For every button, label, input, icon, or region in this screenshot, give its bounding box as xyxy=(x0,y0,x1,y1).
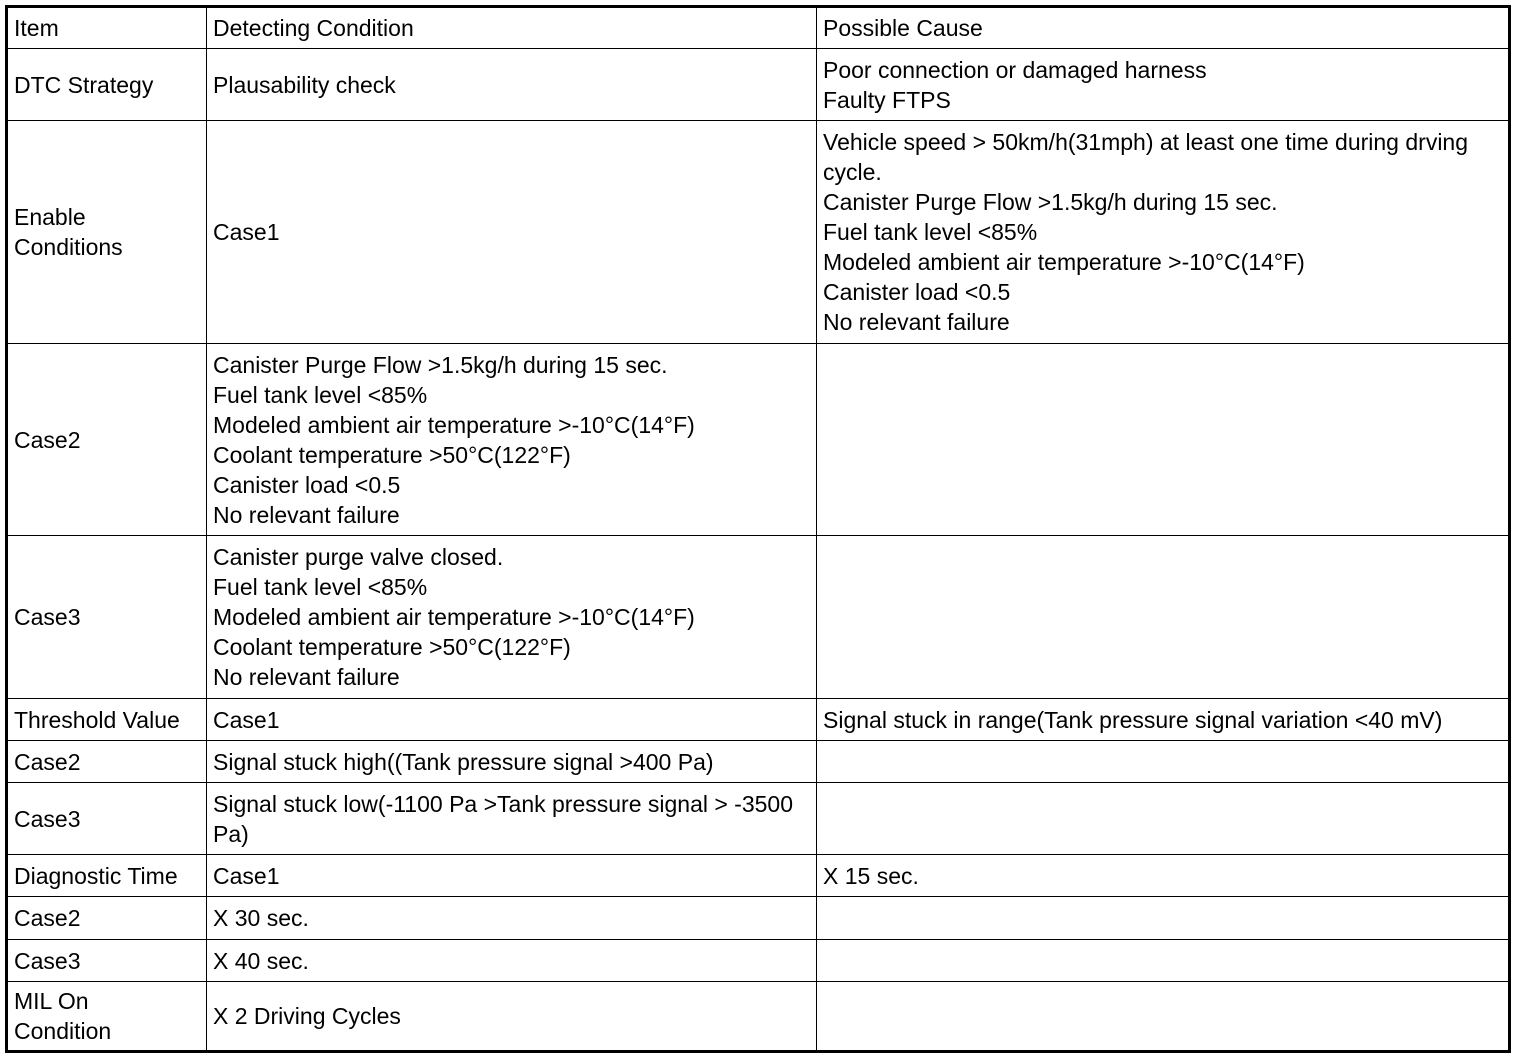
header-item: Item xyxy=(7,7,207,49)
detecting-condition-cell xyxy=(207,897,817,940)
cell-line: Canister purge valve closed. xyxy=(213,544,504,570)
table-row xyxy=(7,536,1510,699)
table-row xyxy=(7,982,1510,1052)
possible-cause-cell xyxy=(817,699,1510,741)
detecting-condition-cell xyxy=(207,940,817,982)
cell-line: No relevant failure xyxy=(213,501,400,528)
detecting-condition-cell xyxy=(207,344,817,536)
table-row xyxy=(7,897,1510,940)
detecting-condition-cell xyxy=(207,783,817,855)
possible-cause-cell xyxy=(817,855,1510,897)
possible-cause-cell xyxy=(817,741,1510,783)
detecting-condition-cell xyxy=(207,982,817,1052)
cell-line: Enable xyxy=(14,204,86,230)
cell-line: Fuel tank level <85% xyxy=(213,381,428,408)
item-cell xyxy=(7,855,207,897)
cell-line: X 30 sec. xyxy=(213,905,309,931)
possible-cause-cell xyxy=(817,536,1510,699)
possible-cause-cell xyxy=(817,982,1510,1052)
cell-line: Coolant temperature >50°C(122°F) xyxy=(213,441,571,468)
cell-line: Canister Purge Flow >1.5kg/h during 15 sec. xyxy=(213,351,668,378)
cell-line: Vehicle speed > 50km/h(31mph) at least one time during drving cycle. xyxy=(823,129,1469,185)
cell-line: No relevant failure xyxy=(213,664,400,690)
item-cell xyxy=(7,940,207,982)
cell-line: Case3 xyxy=(14,947,81,974)
possible-cause-cell xyxy=(817,344,1510,536)
table-row xyxy=(7,940,1510,982)
table-row xyxy=(7,344,1510,536)
cell-line: X 40 sec. xyxy=(213,947,309,974)
cell-line: Coolant temperature >50°C(122°F) xyxy=(213,634,571,660)
cell-line: Condition xyxy=(14,1018,112,1044)
detecting-condition-cell xyxy=(207,855,817,897)
cell-line: Modeled ambient air temperature >-10°C(14°F) xyxy=(213,411,695,438)
cell-line: Faulty FTPS xyxy=(823,86,951,113)
cell-line: Conditions xyxy=(14,234,123,260)
detecting-condition-cell xyxy=(207,49,817,121)
cell-line: Threshold Value xyxy=(14,706,180,733)
table-row xyxy=(7,121,1510,344)
table-row xyxy=(7,855,1510,897)
table-row xyxy=(7,49,1510,121)
table-row xyxy=(7,699,1510,741)
table-header-row xyxy=(7,7,1510,49)
possible-cause-cell xyxy=(817,897,1510,940)
cell-line: Canister Purge Flow >1.5kg/h during 15 sec. xyxy=(823,189,1278,215)
possible-cause-cell xyxy=(817,121,1510,344)
cell-line: Signal stuck in range(Tank pressure signal variation <40 mV) xyxy=(823,706,1443,733)
cell-line: Canister load <0.5 xyxy=(823,279,1011,305)
dtc-specification-table xyxy=(5,5,1511,1053)
header-detecting-condition: Detecting Condition xyxy=(207,7,817,49)
table-row xyxy=(7,783,1510,855)
cell-line: Modeled ambient air temperature >-10°C(14°F) xyxy=(213,604,695,630)
cell-line: Modeled ambient air temperature >-10°C(14°F) xyxy=(823,249,1305,275)
cell-line: Case2 xyxy=(14,905,81,931)
cell-line: No relevant failure xyxy=(823,309,1010,335)
item-cell xyxy=(7,699,207,741)
item-cell xyxy=(7,536,207,699)
item-cell xyxy=(7,897,207,940)
item-cell xyxy=(7,982,207,1052)
cell-line: Canister load <0.5 xyxy=(213,471,401,498)
cell-line: Poor connection or damaged harness xyxy=(823,56,1207,83)
cell-line: Fuel tank level <85% xyxy=(823,219,1038,245)
cell-line: Case2 xyxy=(14,748,81,775)
cell-line: MIL On xyxy=(14,988,89,1014)
possible-cause-cell xyxy=(817,49,1510,121)
cell-line: Case1 xyxy=(213,862,280,889)
cell-line: X 15 sec. xyxy=(823,862,919,889)
item-cell xyxy=(7,783,207,855)
detecting-condition-cell xyxy=(207,741,817,783)
cell-line: X 2 Driving Cycles xyxy=(213,1003,401,1029)
detecting-condition-cell xyxy=(207,121,817,344)
cell-line: Fuel tank level <85% xyxy=(213,574,428,600)
cell-line: Signal stuck high((Tank pressure signal >400 Pa) xyxy=(213,748,714,775)
cell-line: Case2 xyxy=(14,426,81,453)
cell-line: Case1 xyxy=(213,706,280,733)
table-row xyxy=(7,741,1510,783)
cell-line: Case1 xyxy=(213,219,280,245)
cell-line: Signal stuck low(-1100 Pa >Tank pressure signal > -3500 Pa) xyxy=(213,790,794,847)
item-cell xyxy=(7,344,207,536)
item-cell xyxy=(7,49,207,121)
cell-line: Plausability check xyxy=(213,71,396,98)
cell-line: DTC Strategy xyxy=(14,71,154,98)
possible-cause-cell xyxy=(817,783,1510,855)
cell-line: Case3 xyxy=(14,805,81,832)
detecting-condition-cell xyxy=(207,699,817,741)
item-cell xyxy=(7,121,207,344)
cell-line: Case3 xyxy=(14,604,81,630)
item-cell xyxy=(7,741,207,783)
detecting-condition-cell xyxy=(207,536,817,699)
cell-line: Diagnostic Time xyxy=(14,862,178,889)
possible-cause-cell xyxy=(817,940,1510,982)
header-possible-cause: Possible Cause xyxy=(817,7,1510,49)
